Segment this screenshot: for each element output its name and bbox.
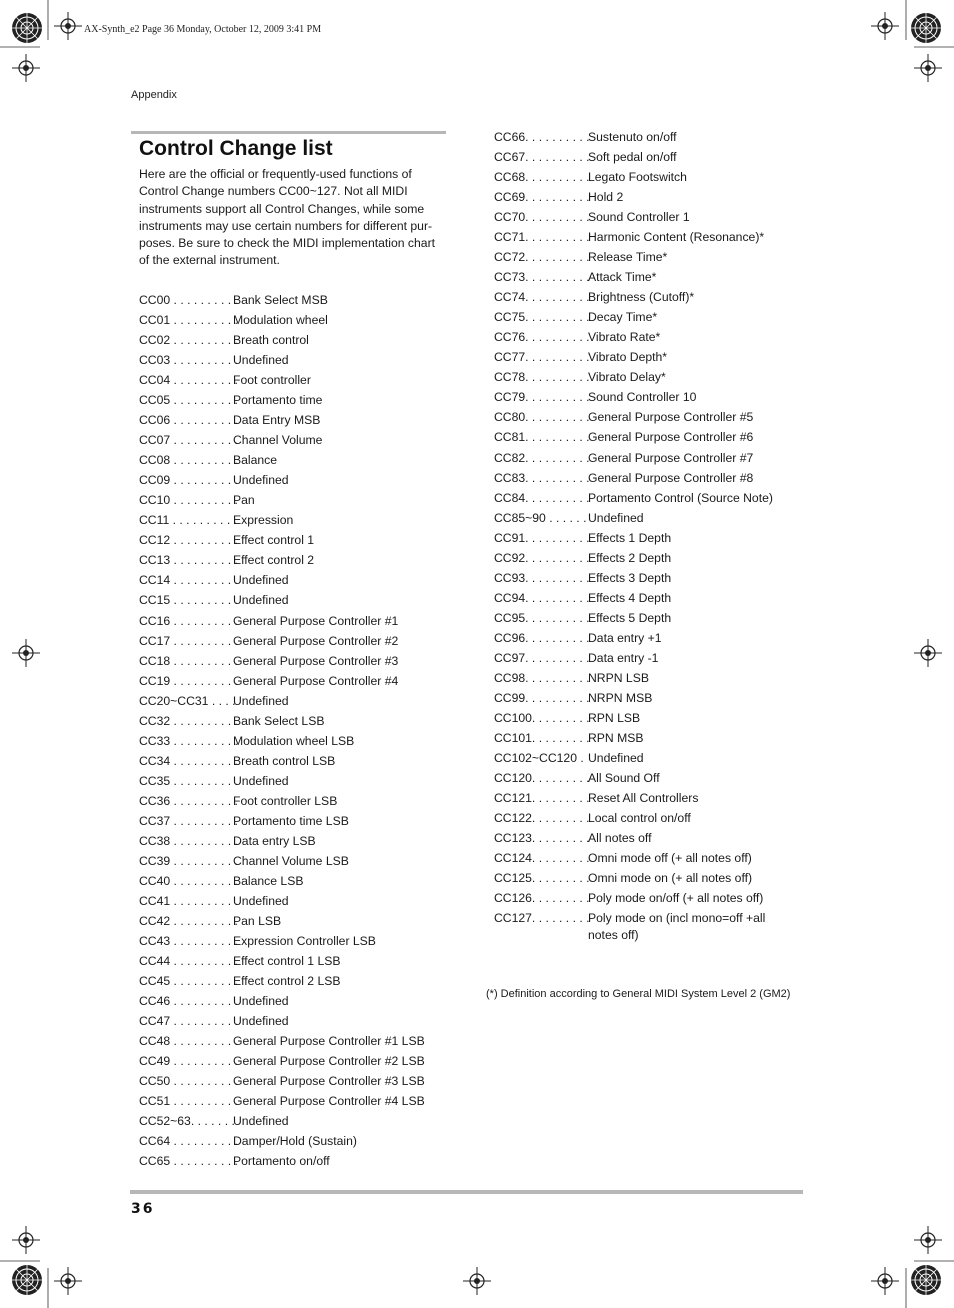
cc-function: Portamento time LSB (233, 813, 349, 828)
cc-function: Effects 5 Depth (588, 610, 672, 625)
cc-function: General Purpose Controller #1 LSB (233, 1034, 425, 1049)
crosshair-mark (54, 12, 82, 40)
cc-function: Balance LSB (233, 873, 304, 888)
cc-number: CC03 . . . . . . . . . . (139, 353, 238, 368)
cc-number: CC65 . . . . . . . . . . (139, 1154, 238, 1169)
cc-function: Foot controller LSB (233, 793, 338, 808)
cc-function: Undefined (233, 773, 289, 788)
crosshair-mark (12, 1226, 40, 1254)
cc-function: Undefined (233, 1114, 289, 1129)
cc-function: Poly mode on/off (+ all notes off) (588, 891, 764, 906)
registration-mark (911, 1265, 941, 1295)
cc-number: CC121. . . . . . . . . (494, 791, 590, 806)
cc-function: Hold 2 (588, 190, 624, 205)
cc-function: Effect control 2 LSB (233, 974, 341, 989)
cc-function: General Purpose Controller #7 (588, 450, 754, 465)
cc-function: Omni mode off (+ all notes off) (588, 851, 752, 866)
cc-function: Poly mode on (incl mono=off +all notes off) (588, 911, 766, 943)
cc-function: Effects 2 Depth (588, 550, 672, 565)
cc-number: CC12 . . . . . . . . . . (139, 533, 238, 548)
cc-number: CC20~CC31 . . . . (139, 693, 236, 708)
cc-function: Channel Volume (233, 433, 323, 448)
cc-number: CC51 . . . . . . . . . . (139, 1094, 238, 1109)
crosshair-mark (12, 54, 40, 82)
cc-number: CC04 . . . . . . . . . . (139, 373, 238, 388)
cc-number: CC94. . . . . . . . . . (494, 590, 590, 605)
cc-function: RPN LSB (588, 710, 641, 725)
cc-number: CC66. . . . . . . . . . (494, 130, 590, 144)
cc-number: CC33 . . . . . . . . . . (139, 733, 238, 748)
cc-number: CC02 . . . . . . . . . . (139, 333, 238, 348)
cc-function: Modulation wheel LSB (233, 733, 355, 748)
cc-function: General Purpose Controller #2 (233, 633, 399, 648)
cc-function: NRPN LSB (588, 670, 649, 685)
cc-function: Breath control LSB (233, 753, 336, 768)
cc-function: Data entry -1 (588, 650, 659, 665)
cc-number: CC127. . . . . . . . . (494, 911, 590, 926)
cc-function: Attack Time* (588, 270, 657, 285)
cc-number: CC91. . . . . . . . . . (494, 530, 590, 545)
cc-number: CC40 . . . . . . . . . . (139, 873, 238, 888)
cc-function: Undefined (233, 353, 289, 368)
cc-number: CC19 . . . . . . . . . . (139, 673, 238, 688)
cc-function: General Purpose Controller #4 LSB (233, 1094, 425, 1109)
cc-function: General Purpose Controller #3 (233, 653, 399, 668)
cc-function: All notes off (588, 831, 652, 846)
cc-number: CC79. . . . . . . . . . (494, 390, 590, 405)
cc-number: CC37 . . . . . . . . . . (139, 813, 238, 828)
cc-number: CC47 . . . . . . . . . . (139, 1014, 238, 1029)
cc-function: Effect control 1 LSB (233, 954, 341, 969)
registration-mark (12, 1265, 42, 1295)
cc-number: CC97. . . . . . . . . . (494, 650, 590, 665)
cc-function: Undefined (233, 1014, 289, 1029)
page-title: Control Change list (139, 137, 333, 160)
cc-function: Effects 3 Depth (588, 570, 672, 585)
cc-number: CC11 . . . . . . . . . . (139, 513, 237, 528)
cc-number: CC122. . . . . . . . . (494, 811, 590, 826)
cc-number: CC70. . . . . . . . . . (494, 210, 590, 225)
cc-number: CC44 . . . . . . . . . . (139, 954, 238, 969)
cc-number: CC32 . . . . . . . . . . (139, 713, 238, 728)
cc-number: CC95. . . . . . . . . . (494, 610, 590, 625)
cc-number: CC18 . . . . . . . . . . (139, 653, 238, 668)
cc-number: CC123. . . . . . . . . (494, 831, 590, 846)
cc-function: Harmonic Content (Resonance)* (588, 230, 765, 245)
cc-function: General Purpose Controller #3 LSB (233, 1074, 425, 1089)
cc-function: Bank Select MSB (233, 293, 328, 307)
cc-number: CC08 . . . . . . . . . . (139, 453, 238, 468)
cc-function: All Sound Off (588, 771, 660, 785)
cc-number: CC45 . . . . . . . . . . (139, 974, 238, 989)
cc-function: General Purpose Controller #1 (233, 613, 399, 628)
cc-number: CC102~CC120 . (494, 750, 584, 765)
cc-function: Undefined (233, 994, 289, 1009)
cc-number: CC41 . . . . . . . . . . (139, 893, 238, 908)
cc-function: Balance (233, 453, 278, 468)
cc-function: Legato Footswitch (588, 170, 687, 185)
cc-number: CC85~90 . . . . . . (494, 510, 587, 525)
cc-function: Data entry LSB (233, 833, 316, 848)
cc-number: CC46 . . . . . . . . . . (139, 994, 238, 1009)
cc-number: CC124. . . . . . . . . (494, 851, 590, 866)
cc-number: CC39 . . . . . . . . . . (139, 853, 238, 868)
cc-function: General Purpose Controller #2 LSB (233, 1054, 425, 1069)
cc-number: CC81. . . . . . . . . . (494, 430, 590, 445)
cc-function: General Purpose Controller #6 (588, 430, 754, 445)
print-header: AX-Synth_e2 Page 36 Monday, October 12, 2009 3:41 PM (84, 24, 322, 35)
cc-function: Portamento Control (Source Note) (588, 490, 773, 505)
cc-number: CC01 . . . . . . . . . . (139, 313, 238, 328)
cc-number: CC10 . . . . . . . . . . (139, 493, 238, 508)
cc-number: CC96. . . . . . . . . . (494, 630, 590, 645)
cc-function: Foot controller (233, 373, 311, 388)
cc-number: CC38 . . . . . . . . . . (139, 833, 238, 848)
cc-number: CC69. . . . . . . . . . (494, 190, 590, 205)
cc-function: Sustenuto on/off (588, 130, 677, 144)
intro-paragraph: Here are the official or frequently-used functions of Control Change numbers CC00~127. Not all MIDI instruments support all Control Changes, while some instruments may use certain numbers for different pur-poses. Be sure to check the MIDI implementation chart of the external instrument. (139, 167, 436, 268)
cc-number: CC35 . . . . . . . . . . (139, 773, 238, 788)
cc-number: CC00 . . . . . . . . . . (139, 293, 238, 307)
cc-function: Expression (233, 513, 294, 528)
cc-number: CC36 . . . . . . . . . . (139, 793, 238, 808)
cc-function: Brightness (Cutoff)* (588, 290, 695, 305)
cc-number: CC15 . . . . . . . . . . (139, 593, 238, 608)
crosshair-mark (12, 639, 40, 667)
cc-number: CC67. . . . . . . . . . (494, 150, 590, 165)
cc-number: CC84. . . . . . . . . . (494, 490, 590, 505)
cc-function: Undefined (233, 473, 289, 488)
cc-number: CC14 . . . . . . . . . . (139, 573, 238, 588)
cc-function: Reset All Controllers (588, 791, 699, 806)
cc-number: CC49 . . . . . . . . . . (139, 1054, 238, 1069)
cc-number: CC93. . . . . . . . . . (494, 570, 590, 585)
cc-number: CC71. . . . . . . . . . (494, 230, 590, 245)
cc-number: CC07 . . . . . . . . . . (139, 433, 238, 448)
page-number: 36 (131, 1201, 155, 1217)
cc-function: Data Entry MSB (233, 413, 321, 428)
cc-function: Vibrato Rate* (588, 330, 661, 345)
cc-function: Release Time* (588, 250, 668, 265)
cc-function: Breath control (233, 333, 309, 348)
cc-number: CC101. . . . . . . . . (494, 730, 590, 745)
cc-number: CC77. . . . . . . . . . (494, 350, 590, 365)
cc-function: Effects 4 Depth (588, 590, 672, 605)
cc-function: Sound Controller 10 (588, 390, 697, 405)
crosshair-mark (54, 1267, 82, 1295)
cc-number: CC92. . . . . . . . . . (494, 550, 590, 565)
cc-function: Undefined (233, 693, 289, 708)
cc-function: Undefined (233, 573, 289, 588)
cc-function: Portamento on/off (233, 1154, 330, 1169)
cc-function: Expression Controller LSB (233, 934, 376, 948)
cc-number: CC78. . . . . . . . . . (494, 370, 590, 385)
cc-number: CC50 . . . . . . . . . . (139, 1074, 238, 1089)
crosshair-mark (914, 639, 942, 667)
crosshair-mark (463, 1267, 491, 1295)
cc-number: CC120. . . . . . . . . (494, 771, 590, 785)
cc-function: Soft pedal on/off (588, 150, 677, 165)
cc-number: CC100. . . . . . . . . (494, 710, 590, 725)
cc-number: CC13 . . . . . . . . . . (139, 553, 238, 568)
cc-function: NRPN MSB (588, 690, 653, 705)
cc-function: Effect control 2 (233, 553, 315, 568)
cc-number: CC125. . . . . . . . . (494, 871, 590, 886)
cc-number: CC64 . . . . . . . . . . (139, 1134, 238, 1149)
cc-function: Undefined (588, 510, 644, 525)
cc-function: Effects 1 Depth (588, 530, 672, 545)
cc-number: CC52~63. . . . . . . (139, 1114, 235, 1129)
cc-number: CC42 . . . . . . . . . . (139, 913, 238, 928)
cc-function: Undefined (233, 593, 289, 608)
cc-function: Modulation wheel (233, 313, 328, 328)
cc-number: CC80. . . . . . . . . . (494, 410, 590, 425)
cc-function: Local control on/off (588, 811, 691, 826)
cc-number: CC83. . . . . . . . . . (494, 470, 590, 485)
cc-number: CC48 . . . . . . . . . . (139, 1034, 238, 1049)
cc-number: CC76. . . . . . . . . . (494, 330, 590, 345)
cc-number: CC06 . . . . . . . . . . (139, 413, 238, 428)
cc-function: RPN MSB (588, 730, 644, 745)
cc-function: Undefined (233, 893, 289, 908)
cc-function: Vibrato Delay* (588, 370, 666, 385)
cc-number: CC09 . . . . . . . . . . (139, 473, 238, 488)
section-label: Appendix (131, 89, 177, 101)
cc-function: Effect control 1 (233, 533, 315, 548)
cc-function: Pan LSB (233, 913, 282, 928)
cc-number: CC16 . . . . . . . . . . (139, 613, 238, 628)
cc-function: Decay Time* (588, 310, 658, 325)
cc-function: Sound Controller 1 (588, 210, 690, 225)
cc-function: Pan (233, 493, 255, 508)
cc-number: CC68. . . . . . . . . . (494, 170, 590, 185)
crosshair-mark (871, 1267, 899, 1295)
cc-number: CC74. . . . . . . . . . (494, 290, 590, 305)
cc-function: General Purpose Controller #5 (588, 410, 754, 425)
cc-number: CC34 . . . . . . . . . . (139, 753, 238, 768)
cc-number: CC126. . . . . . . . . (494, 891, 590, 906)
cc-number: CC98. . . . . . . . . . (494, 670, 590, 685)
cc-function: Bank Select LSB (233, 713, 325, 728)
cc-function: Damper/Hold (Sustain) (233, 1134, 357, 1149)
cc-function: Vibrato Depth* (588, 350, 668, 365)
crosshair-mark (871, 12, 899, 40)
cc-function: Portamento time (233, 393, 323, 408)
cc-number: CC73. . . . . . . . . . (494, 270, 590, 285)
cc-number: CC05 . . . . . . . . . . (139, 393, 238, 408)
footnote: (*) Definition according to General MIDI System Level 2 (GM2) (486, 988, 791, 1000)
crosshair-mark (914, 1226, 942, 1254)
cc-number: CC82. . . . . . . . . . (494, 450, 590, 465)
cc-number: CC43 . . . . . . . . . . (139, 934, 238, 948)
registration-mark (12, 13, 42, 43)
cc-number: CC72. . . . . . . . . . (494, 250, 590, 265)
cc-function: Omni mode on (+ all notes off) (588, 871, 753, 886)
cc-number: CC17 . . . . . . . . . . (139, 633, 238, 648)
cc-number: CC99. . . . . . . . . . (494, 690, 590, 705)
cc-function: Channel Volume LSB (233, 853, 349, 868)
cc-function: General Purpose Controller #8 (588, 470, 754, 485)
crosshair-mark (914, 54, 942, 82)
cc-function: Undefined (588, 750, 644, 765)
cc-function: General Purpose Controller #4 (233, 673, 399, 688)
cc-number: CC75. . . . . . . . . . (494, 310, 590, 325)
registration-mark (911, 13, 941, 43)
cc-function: Data entry +1 (588, 630, 662, 645)
